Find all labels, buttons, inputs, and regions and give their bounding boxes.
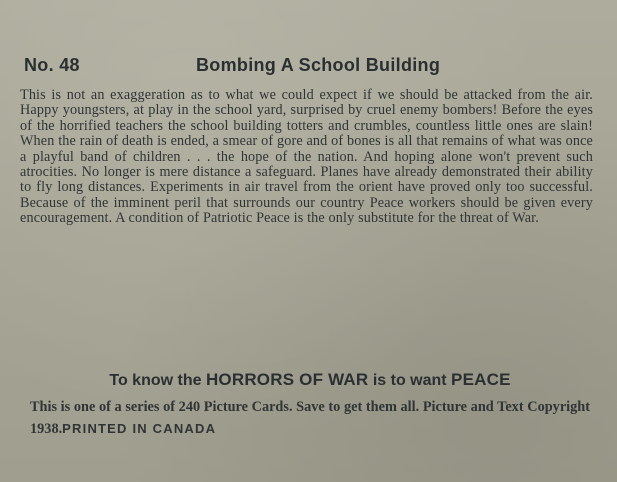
card-title: Bombing A School Building (196, 55, 441, 75)
card-number: No. 48 (24, 55, 80, 75)
slogan-start: To know the (109, 372, 206, 389)
series-text: This is one of a series of 240 Picture Cards. Save to get them all. Picture and Text Copyright 1938. (30, 399, 590, 437)
slogan-emphasis-horrors: HORRORS OF WAR (205, 370, 369, 389)
slogan-middle: is to want (368, 372, 452, 389)
slogan-emphasis-peace: PEACE (451, 370, 511, 389)
series-notice (30, 397, 590, 440)
slogan (30, 368, 590, 393)
printed-in-label: PRINTED IN CANADA (62, 421, 217, 436)
card-body-text: This is not an exaggeration as to what we could expect if we should be attacked from the air. Happy youngsters, at play in the school yard, surprised by cruel enemy bombers! Before the eyes of the horrified teachers the school building totters and crumbles, countless little ones are slain! When the rain of death is ended, a smear of gore and of bones is all that remains of what was once a playful band of children . . . the hope of the nation. And hoping alone won't prevent such atrocities. No longer is mere distance a safeguard. Planes have already demonstrated their ability to fly long distances. Experiments in air travel from the orient have proved only too successful. Because of the imminent peril that surrounds our country Peace workers should be given every encouragement. A condition of Patriotic Peace is the only substitute for the threat of War. (20, 87, 593, 227)
card-header (24, 50, 599, 80)
